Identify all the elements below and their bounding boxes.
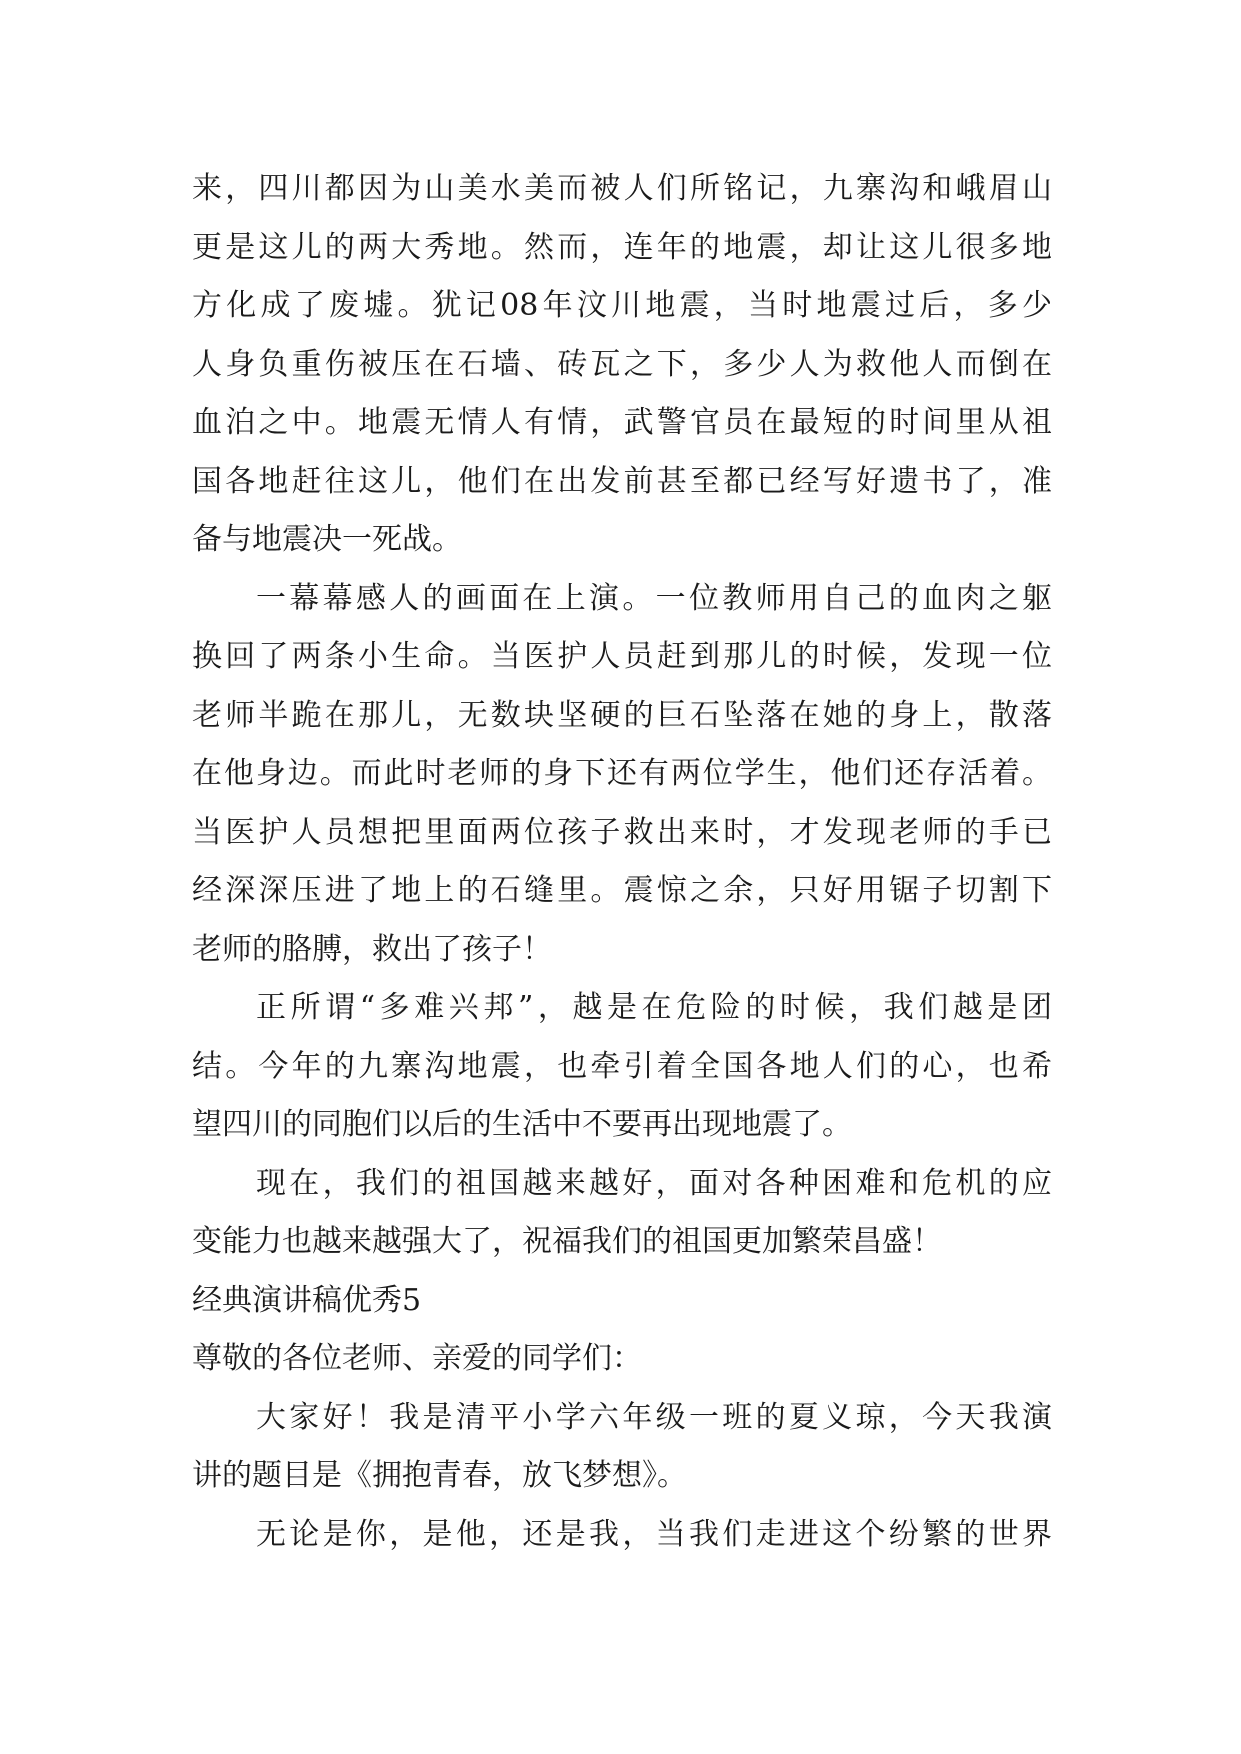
text-line: 结。今年的九寨沟地震，也牵引着全国各地人们的心，也希 (192, 1048, 1052, 1084)
text-line: 经深深压进了地上的石缝里。震惊之余，只好用锯子切割下 (192, 873, 1052, 908)
text-line: 现在，我们的祖国越来越好，面对各种困难和危机的应 (256, 1165, 1052, 1201)
text-line: 当医护人员想把里面两位孩子救出来时，才发现老师的手已 (192, 814, 1052, 850)
text-line: 来，四川都因为山美水美而被人们所铭记，九寨沟和峨眉山 (192, 171, 1052, 206)
text-line: 老师的胳膊，救出了孩子！ (192, 931, 552, 967)
text-line: 老师半跪在那儿，无数块坚硬的巨石坠落在她的身上，散落 (192, 697, 1052, 733)
text-line: 备与地震决一死战。 (192, 522, 462, 557)
text-line: 讲的题目是《拥抱青春，放飞梦想》。 (192, 1458, 687, 1493)
document-page (192, 160, 1052, 1564)
text-line: 正所谓“多难兴邦”，越是在危险的时候，我们越是团 (256, 990, 1052, 1025)
section-heading: 经典演讲稿优秀5 (192, 1282, 422, 1318)
text-line: 大家好！我是清平小学六年级一班的夏义琼，今天我演 (256, 1399, 1052, 1435)
text-line: 方化成了废墟。犹记08年汶川地震，当时地震过后，多少 (192, 288, 1052, 323)
text-line: 一幕幕感人的画面在上演。一位教师用自己的血肉之躯 (256, 580, 1052, 616)
text-line: 血泊之中。地震无情人有情，武警官员在最短的时间里从祖 (192, 405, 1052, 440)
text-line: 在他身边。而此时老师的身下还有两位学生，他们还存活着。 (192, 756, 1052, 791)
text-line: 更是这儿的两大秀地。然而，连年的地震，却让这儿很多地 (192, 229, 1052, 265)
text-line: 国各地赶往这儿，他们在出发前甚至都已经写好遗书了，准 (192, 463, 1052, 499)
text-line: 望四川的同胞们以后的生活中不要再出现地震了。 (192, 1107, 852, 1142)
salutation: 尊敬的各位老师、亲爱的同学们： (192, 1341, 642, 1376)
text-line: 换回了两条小生命。当医护人员赶到那儿的时候，发现一位 (192, 639, 1052, 674)
text-line: 人身负重伤被压在石墙、砖瓦之下，多少人为救他人而倒在 (192, 346, 1052, 382)
text-line: 无论是你，是他，还是我，当我们走进这个纷繁的世界 (256, 1516, 1052, 1552)
text-line: 变能力也越来越强大了，祝福我们的祖国更加繁荣昌盛！ (192, 1224, 942, 1259)
